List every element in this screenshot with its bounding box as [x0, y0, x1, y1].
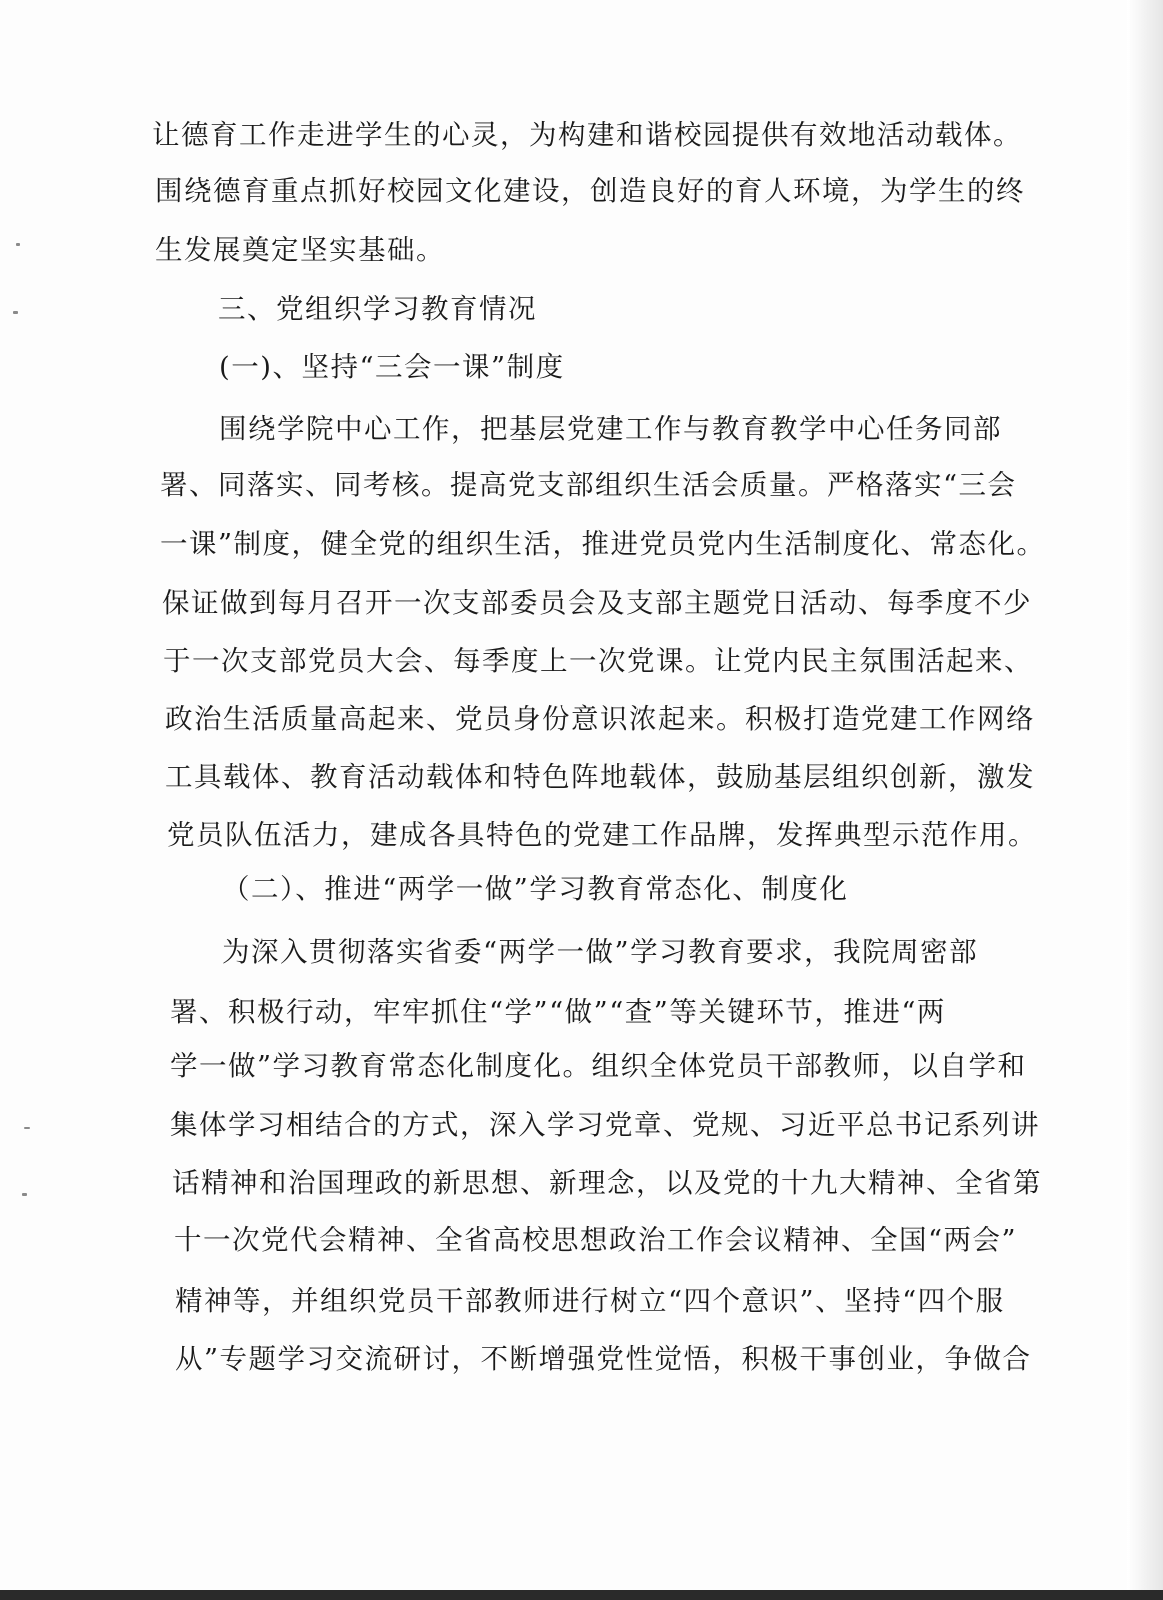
scan-speck [13, 311, 18, 314]
scan-speck [16, 243, 20, 246]
text-line-8: 一课”制度，健全党的组织生活，推进党员党内生活制度化、常态化。 [160, 528, 1046, 560]
text-line-22: 从”专题学习交流研讨，不断增强党性觉悟，积极干事创业，争做合 [175, 1343, 1032, 1375]
text-line-18: 集体学习相结合的方式，深入学习党章、党规、习近平总书记系列讲 [170, 1109, 1040, 1141]
text-line-21: 精神等，并组织党员干部教师进行树立“四个意识”、坚持“四个服 [175, 1285, 1005, 1317]
text-line-15: 为深入贯彻落实省委“两学一做”学习教育要求，我院周密部 [222, 936, 979, 968]
text-line-11: 政治生活质量高起来、党员身份意识浓起来。积极打造党建工作网络 [165, 703, 1035, 735]
subheading-2: （二）、推进“两学一做”学习教育常态化、制度化 [222, 873, 849, 905]
text-line-7: 署、同落实、同考核。提高党支部组织生活会质量。严格落实“三会 [160, 469, 1017, 501]
section-heading-3: 三、党组织学习教育情况 [218, 293, 537, 325]
subheading-1: (一)、坚持“三会一课”制度 [219, 351, 565, 383]
text-line-3: 生发展奠定坚实基础。 [155, 234, 445, 266]
text-line-16: 署、积极行动，牢牢抓住“学”“做”“查”等关键环节，推进“两 [170, 996, 946, 1028]
text-line-13: 党员队伍活力，建成各具特色的党建工作品牌，发挥典型示范作用。 [167, 819, 1037, 851]
text-line-2: 围绕德育重点抓好校园文化建设，创造良好的育人环境，为学生的终 [155, 175, 1025, 207]
text-line-9: 保证做到每月召开一次支部委员会及支部主题党日活动、每季度不少 [162, 587, 1032, 619]
text-line-6: 围绕学院中心工作，把基层党建工作与教育教学中心任务同部 [219, 413, 1002, 445]
text-line-20: 十一次党代会精神、全省高校思想政治工作会议精神、全国“两会” [174, 1224, 1018, 1256]
scan-speck [22, 1193, 27, 1196]
text-line-12: 工具载体、教育活动载体和特色阵地载体，鼓励基层组织创新，激发 [165, 761, 1035, 793]
scan-speck [24, 1127, 30, 1129]
text-line-1: 让德育工作走进学生的心灵，为构建和谐校园提供有效地活动载体。 [152, 119, 1022, 151]
text-line-19: 话精神和治国理政的新思想、新理念，以及党的十九大精神、全省第 [172, 1167, 1042, 1199]
page-edge-shadow [1127, 0, 1163, 1600]
text-line-10: 于一次支部党员大会、每季度上一次党课。让党内民主氛围活起来、 [163, 645, 1033, 677]
scan-bottom-edge [0, 1590, 1163, 1600]
text-line-17: 学一做”学习教育常态化制度化。组织全体党员干部教师，以自学和 [170, 1050, 1027, 1082]
